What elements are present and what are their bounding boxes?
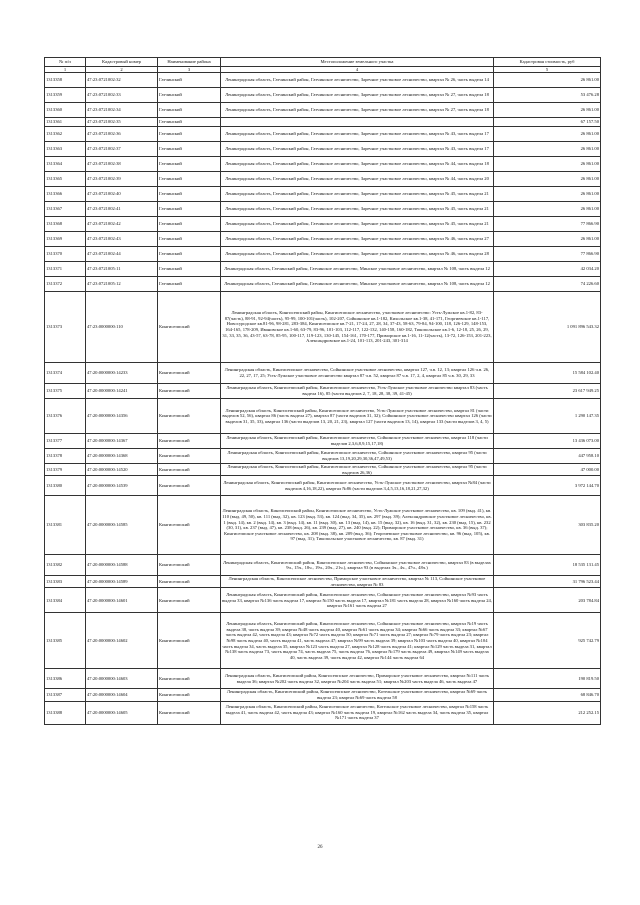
cell-cad: 47:23:0000000:110	[86, 292, 158, 363]
cell-num: 1313379	[45, 464, 86, 476]
table-row	[45, 232, 601, 247]
cell-cad: 47:20:0000000:14233	[86, 363, 158, 384]
cell-val: 925 742.79	[494, 613, 601, 669]
table-row	[45, 202, 601, 217]
cell-val: 74 226.60	[494, 277, 601, 292]
cell-cad: 47:23:0721002:36	[86, 127, 158, 142]
cell-loc: Ленинградская область, Кингисеппский район, Кингисеппское лесничество, Сойкинское участковое лесничество, квартал №19 часть выдела 38, часть выдела 39; квартал №48 часть выдела 40, квартал №61 часть выдела 34; квартал №66 часть выдела 33; квартал №67 часть выдела 42, часть выдела 43; квартал №72 часть выдела 50; квартал №71 часть выдела 27; квартал №79 часть выдела 23; квартал №98 часть выдела 40, часть выдела 41, часть выдела 47; квартал №99 часть выдела 39; квартал №103 часть выдела 40, квартал №104 часть выдела 34, часть выдела 35, квартал №123 часть выдела 27, квартал №128 часть выдела 41; квартал №129 часть выдела 31, квартал №138 часть выдела 73, часть выдела 74, часть выдела 75, часть выдела 76, квартал №179 часть выдела 49, квартал №149 часть выдела 40, часть выдела 39, часть выдела 42, квартал №144 часть выдела 64	[221, 613, 494, 669]
table-row	[45, 464, 601, 476]
cell-num: 1313365	[45, 172, 86, 187]
cell-val: 23 617 949.25	[494, 384, 601, 399]
table-row	[45, 363, 601, 384]
table-row	[45, 172, 601, 187]
table-row	[45, 262, 601, 277]
cell-cad: 47:23:0721002:35	[86, 118, 158, 127]
column-number: 5	[494, 67, 601, 73]
cell-val: 77 866.90	[494, 217, 601, 232]
cell-loc: Ленинградская область, Кингисеппский район, Кингисеппское лесничество, Сойкинское участковое лесничество, квартал 83 (в выделах 9ч., 15ч., 18ч., 19ч., 20ч., 21ч.), квартал 93 (в выделах 3ч., 4ч., 47ч., 48ч.)	[221, 555, 494, 576]
table-row	[45, 142, 601, 157]
cell-dist: Гатчинский	[158, 187, 221, 202]
cell-num: 1313361	[45, 118, 86, 127]
cell-val: 67 157.50	[494, 118, 601, 127]
cell-loc: Ленинградская область, Кингисеппский район, Кингисеппское лесничество, Усть-Лужское участковое лесничество, квартал №84 (части выделов 4,16,18,22), квартал №86 (части выделов 3,4,5,13,16,18,21,27,32)	[221, 476, 494, 496]
table-row	[45, 476, 601, 496]
table-body	[45, 73, 601, 725]
cell-cad: 47:20:0000000:14603	[86, 669, 158, 689]
cell-val: 303 835.20	[494, 496, 601, 555]
cell-cad: 47:23:0721002:43	[86, 232, 158, 247]
cell-cad: 47:23:0721002:41	[86, 202, 158, 217]
cell-loc: Ленинградская область, Гатчинский район, Гатчинское лесничество, Заречное участковое лесничество, квартал № 45, часть выдела 21	[221, 217, 494, 232]
cell-num: 1313360	[45, 103, 86, 118]
table-row	[45, 576, 601, 588]
table-row	[45, 217, 601, 232]
cell-num: 1313383	[45, 576, 86, 588]
cell-loc: Ленинградская область, Кингисеппский район, Кингисеппское лесничество, Котельское участковое лесничество, квартал №69 часть выдела 23; квартал №69 часть выдела 58	[221, 689, 494, 701]
cell-loc: Ленинградская область, Гатчинский район, Гатчинское лесничество, Заречное участковое лесничество, квартал № 27, часть выдела 18	[221, 103, 494, 118]
column-number: 1	[45, 67, 86, 73]
cell-val: 26 861.00	[494, 187, 601, 202]
cell-num: 1313380	[45, 476, 86, 496]
cell-dist: Кингисеппский	[158, 689, 221, 701]
cell-cad: 47:23:0721002:39	[86, 172, 158, 187]
table-row	[45, 157, 601, 172]
cell-dist: Гатчинский	[158, 172, 221, 187]
cell-dist: Кингисеппский	[158, 399, 221, 434]
cell-dist: Гатчинский	[158, 217, 221, 232]
cell-loc: Ленинградская область, Гатчинский район, Гатчинское лесничество, Заречное участковое лесничество, квартал № 27, часть выдела 18	[221, 88, 494, 103]
table-row	[45, 384, 601, 399]
cell-loc: Ленинградская область, Кингисеппский район, Кингисеппское лесничество, Сойкинское участковое лесничество, квартал №93 часть выдела 33, квартал №136 часть выдела 17, квартал №150 часть выдела 17, квартал №181 часть выдела 28, квартал №160 часть выдела 24, квартал №161 часть выдела 27	[221, 588, 494, 613]
cell-dist: Кингисеппский	[158, 555, 221, 576]
cell-loc: Ленинградская область, Кингисеппский район, Кингисеппское лесничество, участковое лесничество: Усть-Лужское кв.1-82, 83-87(часть), 88-91, 92-94(часть), 95-99, 100-101(часть), 102-207, Сойкинское кв.1-182, Кихольское кв.1-38, 41-171, Георгиевское кв.1-117, Новосуродское кв.81-96, 98-281, 283-384, Кингисеппское кв.7-21, 17-24, 27, 28, 34, 37-43, 58-63, 79-84, 94-100, 118, 126-129, 148-153, 164-165, 178-209, Ивановское кв.1-60, 63-79, 83-96, 101-103, 112-117, 122-132, 140-158, 160-182, Тикопольское кв.1-6, 12-18, 25, 26, 29, 31, 33, 35, 36, 43-57, 63-78, 85-95, 100-117, 119-123, 130-145, 154-161, 170-177, Приморское кв.1-16, 11-12(часть), 13-72, 126-153, 201-223, Александровское кв.1-24, 101-113, 201-243, 301-314	[221, 292, 494, 363]
cell-num: 1313384	[45, 588, 86, 613]
cell-val: 18 535 131.45	[494, 555, 601, 576]
cell-cad: 47:20:0000000:14367	[86, 434, 158, 449]
table-row	[45, 118, 601, 127]
cell-val: 13 436 073.00	[494, 434, 601, 449]
cell-val: 190 819.50	[494, 669, 601, 689]
cell-dist: Кингисеппский	[158, 449, 221, 464]
cell-num: 1313367	[45, 202, 86, 217]
table-row	[45, 701, 601, 724]
cell-loc: Ленинградская область, Гатчинский район, Гатчинское лесничество, Минское участковое лесничество, квартал № 108, часть выдела 12	[221, 262, 494, 277]
cell-dist: Гатчинский	[158, 73, 221, 88]
cell-val: 68 846.70	[494, 689, 601, 701]
cell-dist: Кингисеппский	[158, 363, 221, 384]
cell-num: 1313385	[45, 613, 86, 669]
cell-num: 1313364	[45, 157, 86, 172]
cell-cad: 47:20:0000000:14356	[86, 399, 158, 434]
cell-num: 1313358	[45, 73, 86, 88]
cell-dist: Гатчинский	[158, 157, 221, 172]
cell-cad: 47:20:0000000:14520	[86, 464, 158, 476]
cell-num: 1313382	[45, 555, 86, 576]
cell-val: 15 584 102.40	[494, 363, 601, 384]
cell-loc: Ленинградская область, Кингисеппский район, Кингисеппское лесничество, Сойкинское участковое лесничество, квартал 95 (части выделов 13,19,20,29,30,36,47,49,53)	[221, 449, 494, 464]
cell-loc: Ленинградская область, Гатчинский район, Гатчинское лесничество, Заречное участковое лесничество, квартал № 44, часть выдела 20	[221, 172, 494, 187]
cell-num: 1313388	[45, 701, 86, 724]
cell-num: 1313376	[45, 399, 86, 434]
cell-cad: 47:23:0721005:11	[86, 262, 158, 277]
cell-dist: Кингисеппский	[158, 292, 221, 363]
cell-num: 1313375	[45, 384, 86, 399]
cell-val: 26 861.00	[494, 202, 601, 217]
cell-cad: 47:20:0000000:14368	[86, 449, 158, 464]
cell-num: 1313362	[45, 127, 86, 142]
cell-cad: 47:23:0721002:33	[86, 88, 158, 103]
cell-cad: 47:20:0000000:14585	[86, 496, 158, 555]
table-row	[45, 434, 601, 449]
cell-dist: Гатчинский	[158, 262, 221, 277]
header-number: № п/п	[45, 58, 86, 67]
cell-val: 26 861.00	[494, 73, 601, 88]
cell-num: 1313374	[45, 363, 86, 384]
cell-dist: Кингисеппский	[158, 464, 221, 476]
cell-val: 3 972 144.70	[494, 476, 601, 496]
cell-loc: Ленинградская область, Кингисеппское лесничество, Сойкинское участковое лесничество, квартал 127, ч.в. 12, 13; квартал 126 ч.в. 26, 22, 27, 17, 25; Усть-Лужское участковое лесничество квартал 87 ч.в. 52, квартал 87 ч.в. 17, 2, 4, квартал 85 ч.в. 30, 29, 33	[221, 363, 494, 384]
cell-num: 1313378	[45, 449, 86, 464]
cell-val: 203 784.84	[494, 588, 601, 613]
header-cadastral-value: Кадастровая стоимость, руб	[494, 58, 601, 67]
table-row	[45, 187, 601, 202]
column-number: 4	[221, 67, 494, 73]
cell-val: 447 958.10	[494, 449, 601, 464]
cell-num: 1313373	[45, 292, 86, 363]
cell-val: 26 861.00	[494, 232, 601, 247]
cell-loc: Ленинградская область, Гатчинский район, Гатчинское лесничество, Заречное участковое лесничество, квартал № 43, часть выдела 17	[221, 142, 494, 157]
page-number: 26	[317, 845, 323, 850]
cell-val: 53 476.28	[494, 88, 601, 103]
cell-num: 1313387	[45, 689, 86, 701]
cell-cad: 47:20:0000000:14601	[86, 588, 158, 613]
cell-dist: Кингисеппский	[158, 384, 221, 399]
table-row	[45, 247, 601, 262]
table-header-row	[45, 58, 601, 67]
cell-loc: Ленинградская область, Гатчинский район, Гатчинское лесничество, Заречное участковое лесничество, квартал № 43, часть выдела 17	[221, 127, 494, 142]
cell-loc: Ленинградская область, Кингисеппский район, Кингисеппское лесничество, Сойкинское участковое лесничество, квартал 118 (части выделов 2,3,6,8,9,15,17,18)	[221, 434, 494, 449]
cell-dist: Гатчинский	[158, 247, 221, 262]
cell-cad: 47:23:0721002:40	[86, 187, 158, 202]
table-row	[45, 88, 601, 103]
cell-cad: 47:23:0721002:34	[86, 103, 158, 118]
cell-num: 1313377	[45, 434, 86, 449]
cell-loc: Ленинградская область, Кингисеппский район, Кингисеппское лесничество, Сойкинское участковое лесничество, квартал 95 (части выделов 26,36)	[221, 464, 494, 476]
cell-loc: Ленинградская область, Гатчинский район, Гатчинское лесничество, Заречное участковое лесничество, квартал № 46, часть выдела 27	[221, 232, 494, 247]
table-row	[45, 277, 601, 292]
table-row	[45, 449, 601, 464]
cell-num: 1313368	[45, 217, 86, 232]
cell-cad: 47:23:0721002:32	[86, 73, 158, 88]
header-district: Наименование района	[158, 58, 221, 67]
cell-dist: Гатчинский	[158, 88, 221, 103]
cadastral-value-table	[44, 57, 601, 725]
cell-cad: 47:23:0721002:44	[86, 247, 158, 262]
table-row	[45, 496, 601, 555]
cell-cad: 47:23:0721002:42	[86, 217, 158, 232]
cell-val: 77 866.90	[494, 247, 601, 262]
cell-val: 26 861.00	[494, 103, 601, 118]
cell-dist: Кингисеппский	[158, 701, 221, 724]
cell-dist: Кингисеппский	[158, 576, 221, 588]
cell-dist: Гатчинский	[158, 202, 221, 217]
cell-val: 1 091 896 543.32	[494, 292, 601, 363]
cell-dist: Кингисеппский	[158, 588, 221, 613]
table-row	[45, 613, 601, 669]
cell-val: 26 861.00	[494, 172, 601, 187]
table-row	[45, 399, 601, 434]
cell-cad: 47:23:0721002:37	[86, 142, 158, 157]
cell-loc: Ленинградская область, Кингисеппский район, Кингисеппское лесничество, Приморское участковое лесничество, квартал №111 часть выдела 36; квартал №202 часть выдела 32, квартал №204 часть выдела 51; квартал №203 часть выдела 46, часть выдела 47	[221, 669, 494, 689]
cell-cad: 47:20:0000000:14605	[86, 701, 158, 724]
cell-loc: Ленинградская область, Гатчинский район, Гатчинское лесничество, Заречное участковое лесничество, квартал № 44, часть выдела 18	[221, 157, 494, 172]
cell-val: 47 000.00	[494, 464, 601, 476]
cell-num: 1313359	[45, 88, 86, 103]
cell-loc: Ленинградская область, Гатчинский район, Гатчинское лесничество, Минское участковое лесничество, квартал № 108, часть выдела 12	[221, 277, 494, 292]
cell-loc: Ленинградская область, Кингисеппское лесничество, Приморское участковое лесничество, квартал № 113, Сойкинское участковое лесничество, квартал № 83	[221, 576, 494, 588]
cell-cad: 47:20:0000000:14589	[86, 576, 158, 588]
column-number: 3	[158, 67, 221, 73]
cell-num: 1313366	[45, 187, 86, 202]
cell-dist: Гатчинский	[158, 277, 221, 292]
cell-num: 1313381	[45, 496, 86, 555]
cell-dist: Гатчинский	[158, 142, 221, 157]
cell-num: 1313363	[45, 142, 86, 157]
cell-loc: Ленинградская область, Кингисеппский район, Кингисеппское лесничество, Усть-Лужское участковое лесничество, квартал 81 (части выделов 52, 56), квартал 86 (часть выдела 27), квартал 87 (части выделов 31, 32); Сойкинское участковое лесничество квартал 126 (части выделов 31, 35, 33), квартал 136 (части выделов 13, 20, 21, 23), квартал 127 (части выделов 13, 14), квартал 133 (части выделов 3, 4, 5)	[221, 399, 494, 434]
cell-val: 31 796 523.44	[494, 576, 601, 588]
cell-val: 212 252.15	[494, 701, 601, 724]
table-row	[45, 588, 601, 613]
table-row	[45, 292, 601, 363]
cell-loc: Ленинградская область, Кингисеппский район, Кингисеппское лесничество, Усть-Лужское участковое лесничество, кв. 109 (выд. 41), кв. 110 (выд. 49, 50), кв. 111 (выд. 32), кв. 123 (выд. 53), кв. 124 (выд. 34, 35), кв. 297 (выд. 39); Александровское участковое лесничество, кв. 1 (выд. 14), кв. 2 (выд. 14), кв. 3 (выд. 14), кв. 11 (выд. 30), кв. 13 (выд. 14), кв. 15 (выд. 32), кв. 16 (выд. 31, 32), кв. 230 (выд. 15), кв. 232 (30, 31), кв. 237 (выд. 47), кв. 238 (выд. 26), кв. 239 (выд. 27), кв. 240 (выд. 22); Приморское участковое лесничество, кв. 36 (выд. 37); Кингисеппское участковое лесничество, кв. 208 (выд. 38), кв. 209 (выд. 36); Георгиевское участковое лесничество, кв. 96 (выд. 105), кв. 97 (выд. 31); Тикопольское участковое лесничество, кв. 87 (выд. 31)	[221, 496, 494, 555]
table-row	[45, 127, 601, 142]
table-row	[45, 689, 601, 701]
cell-num: 1313370	[45, 247, 86, 262]
cell-cad: 47:20:0000000:14241	[86, 384, 158, 399]
cell-dist: Кингисеппский	[158, 476, 221, 496]
cell-loc: Ленинградская область, Гатчинский район, Гатчинское лесничество, Заречное участковое лесничество, квартал № 46, часть выдела 28	[221, 247, 494, 262]
table-row	[45, 73, 601, 88]
cell-cad: 47:20:0000000:14539	[86, 476, 158, 496]
header-location: Местоположение земельного участка	[221, 58, 494, 67]
cell-loc: Ленинградская область, Гатчинский район, Гатчинское лесничество, Заречное участковое лесничество, квартал № 45, часть выдела 21	[221, 202, 494, 217]
cell-cad: 47:23:0721005:12	[86, 277, 158, 292]
header-cadastral-number: Кадастровый номер	[86, 58, 158, 67]
cell-val: 26 861.00	[494, 127, 601, 142]
cell-num: 1313372	[45, 277, 86, 292]
cell-dist: Гатчинский	[158, 103, 221, 118]
cell-val: 1 290 147.35	[494, 399, 601, 434]
cell-num: 1313369	[45, 232, 86, 247]
cell-num: 1313386	[45, 669, 86, 689]
table-row	[45, 103, 601, 118]
cell-dist: Кингисеппский	[158, 434, 221, 449]
table-row	[45, 669, 601, 689]
cell-val: 26 861.00	[494, 142, 601, 157]
cell-num: 1313371	[45, 262, 86, 277]
cell-loc: Ленинградская область, Кингисеппский район, Кингисеппское лесничество, Котельское участковое лесничество, квартал №158 часть выдела 41, часть выдела 42, часть выдела 43; квартал №160 часть выдела 19, квартал №162 часть выдела 34, часть выдела 35, квартал №171 часть выдела 37	[221, 701, 494, 724]
cell-dist: Гатчинский	[158, 118, 221, 127]
table-row	[45, 555, 601, 576]
column-number: 2	[86, 67, 158, 73]
cell-loc: Ленинградская область, Кингисеппский район, Кингисеппское лесничество, Усть-Лужское участковое лесничество квартал 83 (часть выдела 16), 85 (части выделов 2, 7, 18, 28, 38, 39, 41-45)	[221, 384, 494, 399]
cell-val: 26 861.00	[494, 157, 601, 172]
cell-cad: 47:23:0721002:38	[86, 157, 158, 172]
cell-cad: 47:20:0000000:14602	[86, 613, 158, 669]
cell-dist: Гатчинский	[158, 232, 221, 247]
cell-loc	[221, 118, 494, 127]
cell-dist: Гатчинский	[158, 127, 221, 142]
cell-dist: Кингисеппский	[158, 613, 221, 669]
cell-loc: Ленинградская область, Гатчинский район, Гатчинское лесничество, Заречное участковое лесничество, квартал № 26, часть выдела 14	[221, 73, 494, 88]
cell-dist: Кингисеппский	[158, 496, 221, 555]
cell-loc: Ленинградская область, Гатчинский район, Гатчинское лесничество, Заречное участковое лесничество, квартал № 45, часть выдела 21	[221, 187, 494, 202]
cell-val: 42 034.20	[494, 262, 601, 277]
cell-cad: 47:20:0000000:14588	[86, 555, 158, 576]
cell-dist: Кингисеппский	[158, 669, 221, 689]
cell-cad: 47:20:0000000:14604	[86, 689, 158, 701]
